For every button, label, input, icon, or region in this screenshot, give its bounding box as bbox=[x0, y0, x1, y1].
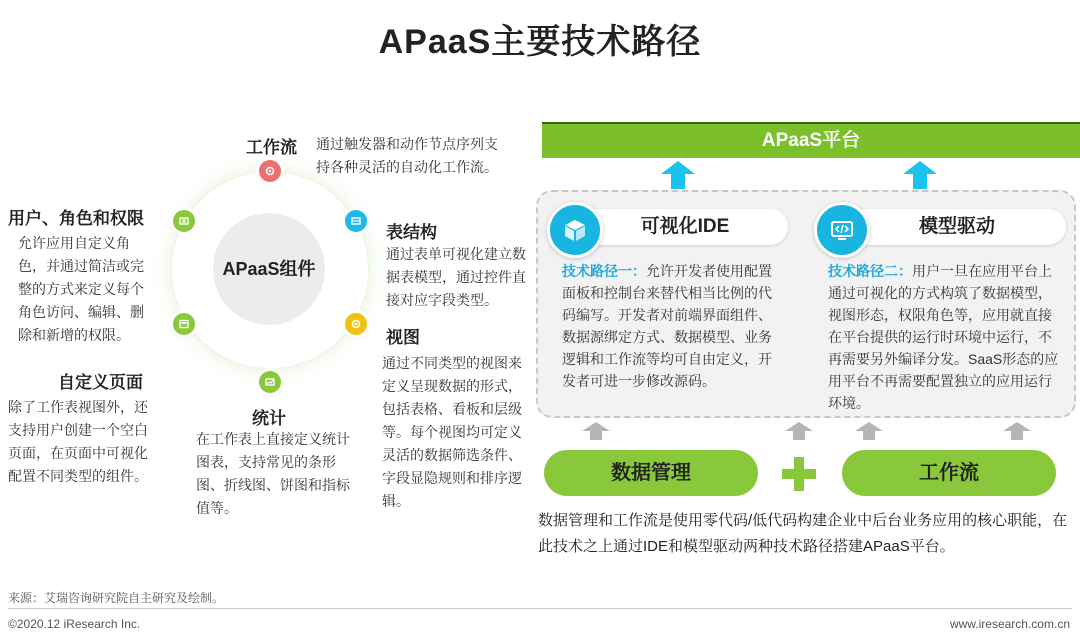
workflow-desc: 通过触发器和动作节点序列支持各种灵活的自动化工作流。 bbox=[316, 136, 498, 175]
cube-icon bbox=[547, 202, 603, 258]
workflow-left-arrow-icon bbox=[854, 421, 884, 441]
data-mgmt-left-arrow-icon bbox=[581, 421, 611, 441]
ide-up-arrow-icon bbox=[660, 160, 696, 190]
custom-page-label: 自定义页面 bbox=[58, 373, 143, 392]
code-window-icon bbox=[814, 202, 870, 258]
tech-path-two-title: 技术路径二： bbox=[828, 263, 912, 279]
custom-page-desc: 除了工作表视图外，还支持用户创建一个空白页面，在页面中可视化配置不同类型的组件。 bbox=[8, 399, 148, 484]
view-label: 视图 bbox=[386, 328, 420, 347]
table-label: 表结构 bbox=[386, 223, 437, 242]
tech-path-one-text: 允许开发者使用配置面板和控制台来替代相当比例的代码编写。开发者对前端界面组件、数据源绑定方式、数据模型、业务逻辑和工作流等均可自由定义，开发者可进一步修改源码。 bbox=[562, 263, 772, 389]
users-node-icon bbox=[173, 210, 195, 232]
source-note: 来源：艾瑞咨询研究院自主研究及绘制。 bbox=[8, 591, 225, 605]
tech-path-two bbox=[828, 260, 1064, 414]
workflow-node-icon bbox=[259, 160, 281, 182]
page-title: APaaS主要技术路径 bbox=[378, 23, 702, 61]
view-desc: 通过不同类型的视图来定义呈现数据的形式，包括表格、看板和层级等。每个视图均可定义灵活的数据筛选条件、字段显隐规则和排序逻辑。 bbox=[382, 355, 522, 509]
visual-ide-pill: 可视化IDE bbox=[572, 209, 788, 245]
tech-path-one bbox=[562, 260, 782, 392]
workflow-pill: 工作流 bbox=[842, 450, 1056, 496]
stats-node-icon bbox=[259, 371, 281, 393]
stats-desc: 在工作表上直接定义统计图表，支持常见的条形图、折线图、饼图和指标值等。 bbox=[196, 431, 350, 516]
copyright: ©2020.12 iResearch Inc. bbox=[8, 617, 141, 631]
tech-path-one-title: 技术路径一： bbox=[562, 263, 646, 279]
stats-label: 统计 bbox=[252, 409, 286, 428]
summary-text: 数据管理和工作流是使用零代码/低代码构建企业中后台业务应用的核心职能，在此技术之上通过IDE和模型驱动两种技术路径搭建APaaS平台。 bbox=[538, 512, 1068, 555]
apaas-platform-bar: APaaS平台 bbox=[542, 122, 1080, 158]
users-label: 用户、角色和权限 bbox=[8, 209, 144, 228]
workflow-label: 工作流 bbox=[246, 138, 297, 157]
tech-path-two-text: 用户一旦在应用平台上通过可视化的方式构筑了数据模型，视图形态，权限角色等，应用就直接在平台提供的运行时环境中运行，不再需要另外编译分发。SaaS形态的应用平台不再需要配置独立的应用运行环境。 bbox=[828, 263, 1059, 411]
data-mgmt-right-arrow-icon bbox=[784, 421, 814, 441]
data-management-pill: 数据管理 bbox=[544, 450, 758, 496]
plus-icon bbox=[780, 455, 818, 493]
workflow-right-arrow-icon bbox=[1002, 421, 1032, 441]
table-desc: 通过表单可视化建立数据表模型，通过控件直接对应字段类型。 bbox=[386, 246, 526, 308]
table-node-icon bbox=[345, 210, 367, 232]
model-driven-pill: 模型驱动 bbox=[838, 209, 1066, 245]
custom-page-node-icon bbox=[173, 313, 195, 335]
site-url: www.iresearch.com.cn bbox=[949, 617, 1070, 631]
view-node-icon bbox=[345, 313, 367, 335]
model-up-arrow-icon bbox=[902, 160, 938, 190]
footer-divider bbox=[8, 608, 1072, 609]
component-core-label: APaaS组件 bbox=[222, 259, 316, 279]
users-desc: 允许应用自定义角色，并通过简洁或完整的方式来定义每个角色访问、编辑、删除和新增的权限。 bbox=[18, 235, 144, 343]
